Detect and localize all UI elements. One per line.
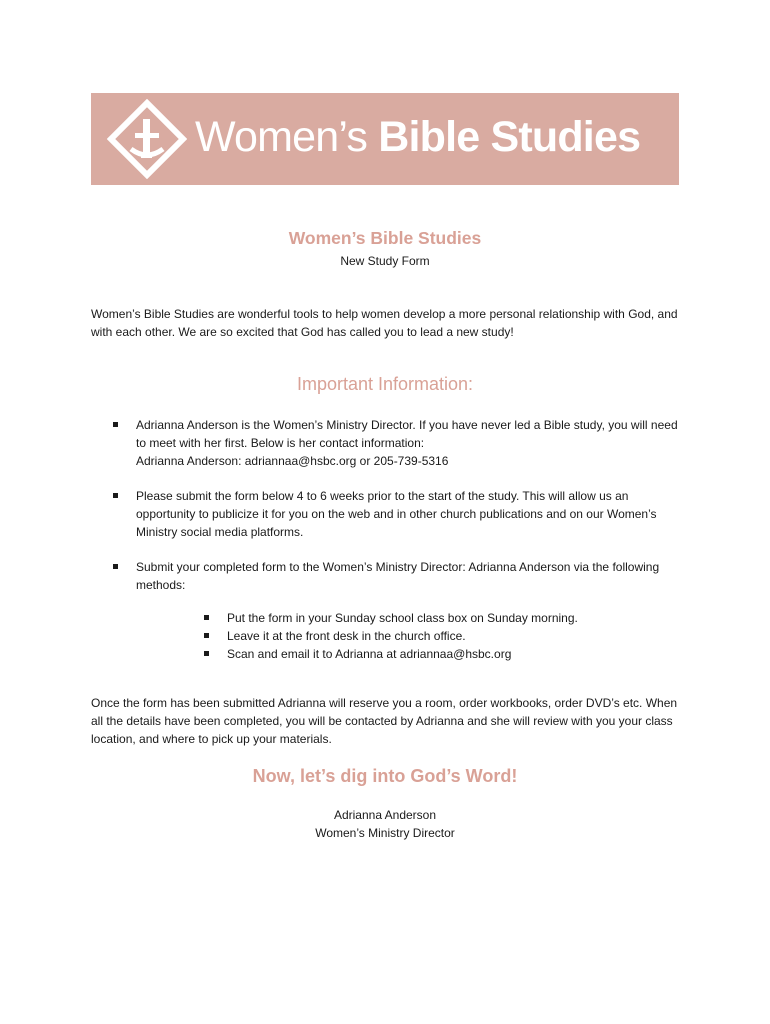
list-item-text: Adrianna Anderson is the Women’s Ministry Director. If you have never led a Bible study, you will need to meet with her first. Below is her contact information: bbox=[136, 418, 678, 450]
closing-paragraph: Once the form has been submitted Adrianna will reserve you a room, order workbooks, order DVD’s etc. When all the details have been completed, you will be contacted by Adrianna and she will review with you your class location, and where to pick up your materials. bbox=[91, 696, 678, 746]
submission-methods-list bbox=[136, 609, 681, 663]
important-list bbox=[91, 416, 681, 680]
sub-list-item bbox=[136, 645, 681, 663]
bullet-square-icon bbox=[204, 615, 209, 620]
bullet-square-icon bbox=[204, 633, 209, 638]
sub-list-item bbox=[136, 627, 681, 645]
banner-logo-text bbox=[195, 107, 640, 167]
list-item-text: Submit your completed form to the Women’s Ministry Director: Adrianna Anderson via the following methods: bbox=[136, 560, 660, 592]
signature-name: Adrianna Anderson bbox=[333, 808, 437, 822]
bullet-square-icon bbox=[113, 422, 118, 427]
sub-list-item bbox=[136, 609, 681, 627]
list-item-text: Please submit the form below 4 to 6 weeks prior to the start of the study. This will allow us an opportunity to publicize it for you on the web and in other church publications and on our Women’s Ministry social media platforms. bbox=[136, 489, 657, 539]
contact-info: Adrianna Anderson: adriannaa@hsbc.org or 205-739-5316 bbox=[136, 454, 449, 468]
page-title: Women’s Bible Studies bbox=[288, 228, 482, 248]
sub-list-item-text: Put the form in your Sunday school class box on Sunday morning. bbox=[227, 611, 578, 625]
list-item bbox=[91, 487, 681, 541]
sub-list-item-text: Leave it at the front desk in the church office. bbox=[227, 629, 466, 643]
list-item bbox=[91, 558, 681, 663]
banner-logo-light: Women’s bbox=[195, 113, 379, 161]
list-item bbox=[91, 416, 681, 470]
bullet-square-icon bbox=[113, 564, 118, 569]
banner-logo-bold: Bible Studies bbox=[378, 113, 641, 161]
page-subtitle: New Study Form bbox=[340, 254, 430, 268]
bullet-square-icon bbox=[113, 493, 118, 498]
sub-list-item-text: Scan and email it to Adrianna at adriannaa@hsbc.org bbox=[227, 647, 512, 661]
important-heading: Important Information: bbox=[296, 374, 474, 394]
header-banner bbox=[91, 93, 679, 185]
call-to-action-heading: Now, let’s dig into God’s Word! bbox=[252, 766, 518, 786]
bullet-square-icon bbox=[204, 651, 209, 656]
signature-role: Women’s Ministry Director bbox=[315, 826, 455, 840]
cross-diamond-icon bbox=[107, 99, 187, 179]
intro-paragraph: Women’s Bible Studies are wonderful tools to help women develop a more personal relationship with God, and with each other. We are so excited that God has called you to lead a new study! bbox=[91, 307, 678, 339]
